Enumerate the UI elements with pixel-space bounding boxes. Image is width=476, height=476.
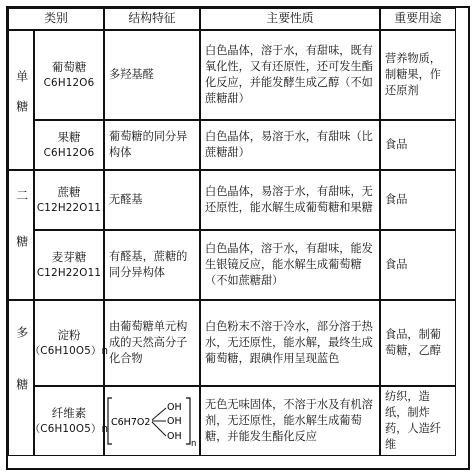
row-cellulose-uses: 纺织，造纸，制炸药，人造纤维 — [380, 386, 456, 456]
carbohydrate-table — [6, 6, 470, 470]
hydroxyl-upper: OH — [167, 402, 182, 413]
sugar-name: 纤维素 — [51, 405, 87, 420]
row-glucose-uses: 营养物质，制糖果，作还原剂 — [380, 30, 456, 120]
right-bracket — [186, 398, 190, 444]
header-category: 类别 — [8, 8, 104, 30]
row-sucrose-name — [34, 170, 104, 230]
row-cellulose-structure — [104, 386, 200, 456]
sugar-name: 蔗糖 — [57, 184, 81, 199]
bond-lower — [152, 422, 166, 436]
sugar-formula: C12H22O11 — [36, 267, 102, 280]
repeat-n: n — [191, 439, 197, 449]
sugar-name: 果糖 — [57, 129, 81, 144]
core-group: C6H7O2 — [111, 417, 151, 428]
row-maltose-properties: 白色晶体，溶于水，有甜味，能发生银镜反应，能水解生成葡萄糖（不如蔗糖甜） — [200, 230, 380, 300]
header-structure: 结构特征 — [104, 8, 200, 30]
row-maltose-name — [34, 230, 104, 300]
row-fructose-name — [34, 120, 104, 170]
sugar-formula: C6H12O6 — [43, 147, 95, 160]
row-fructose-structure: 葡萄糖的同分异构体 — [104, 120, 200, 170]
sugar-formula: C6H12O6 — [43, 77, 95, 90]
group-monosaccharide: 单糖 — [8, 30, 34, 170]
header-uses: 重要用途 — [380, 8, 456, 30]
row-sucrose-uses: 食品 — [380, 170, 456, 230]
row-starch-uses: 食品，制葡萄糖，乙醇 — [380, 300, 456, 386]
row-cellulose-properties: 无色无味固体，不溶于水及有机溶剂，无还原性，能水解生成葡萄糖，并能发生酯化反应 — [200, 386, 380, 456]
bond-upper — [152, 408, 166, 420]
hydroxyl-middle: OH — [167, 416, 182, 427]
sugar-formula: C12H22O11 — [36, 202, 102, 215]
row-starch-properties: 白色粉末不溶于冷水，部分溶于热水，无还原性，能水解，最终生成葡萄糖，跟碘作用呈现蓝色 — [200, 300, 380, 386]
header-properties: 主要性质 — [200, 8, 380, 30]
row-cellulose-name — [29, 386, 109, 456]
sugar-name: 葡萄糖 — [51, 59, 87, 74]
sugar-name: 淀粉 — [57, 327, 81, 342]
row-starch-name — [29, 300, 109, 386]
row-glucose-structure: 多羟基醛 — [104, 30, 200, 120]
hydroxyl-lower: OH — [167, 431, 182, 442]
row-fructose-properties: 白色晶体，易溶于水，有甜味（比蔗糖甜） — [200, 120, 380, 170]
row-sucrose-structure: 无醛基 — [104, 170, 200, 230]
row-maltose-uses: 食品 — [380, 230, 456, 300]
group-disaccharide: 二糖 — [8, 170, 34, 300]
row-starch-structure: 由葡萄糖单元构成的天然高分子化合物 — [104, 300, 200, 386]
row-sucrose-properties: 白色晶体，易溶于水，有甜味，无还原性，能水解生成葡萄糖和果糖 — [200, 170, 380, 230]
group-polysaccharide: 多糖 — [8, 300, 34, 456]
row-maltose-structure: 有醛基，蔗糖的同分异构体 — [104, 230, 200, 300]
sugar-formula: （C6H10O5）n — [29, 345, 109, 358]
row-glucose-properties: 白色晶体，溶于水，有甜味，既有氧化性，又有还原性，还可发生酯化反应，并能发酵生成乙醇（不如蔗糖甜） — [200, 30, 380, 120]
sugar-formula: （C6H10O5）n — [29, 423, 109, 436]
row-glucose-name — [34, 30, 104, 120]
cellulose-structural-formula — [106, 392, 198, 450]
sugar-name: 麦芽糖 — [51, 249, 87, 264]
row-fructose-uses: 食品 — [380, 120, 456, 170]
